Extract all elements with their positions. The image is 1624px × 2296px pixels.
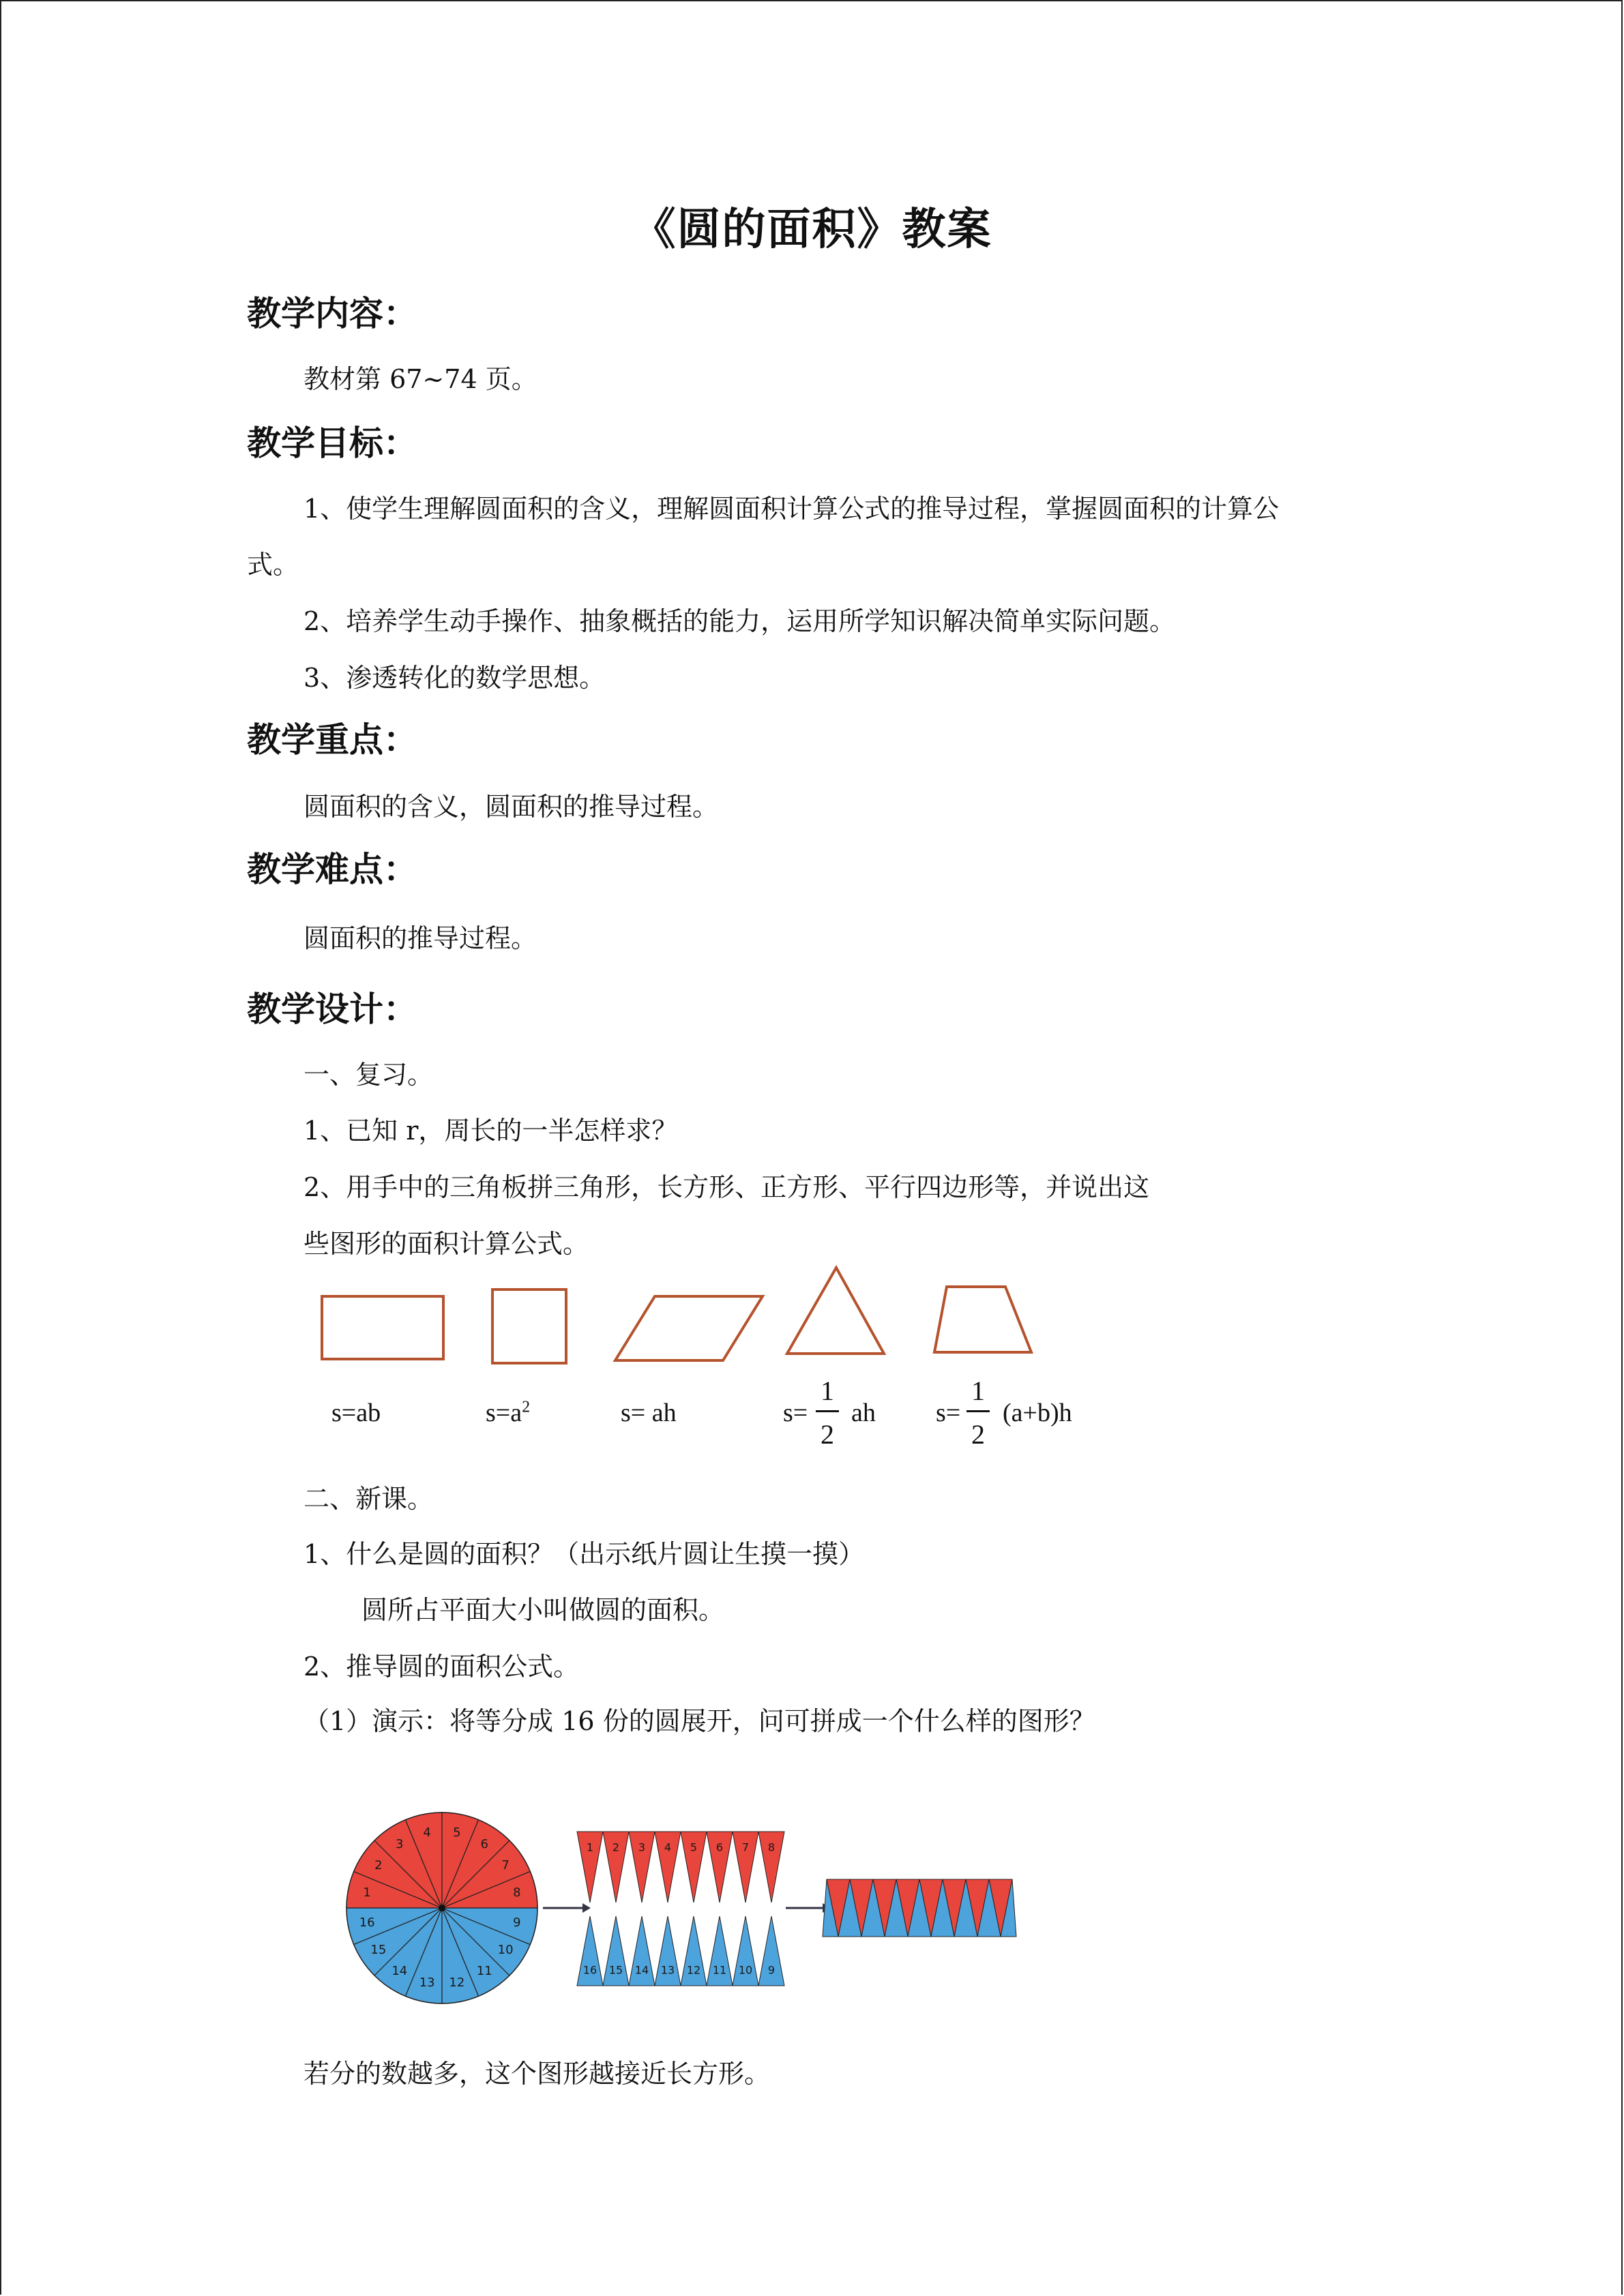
- circle-label-5: 5: [453, 1825, 461, 1840]
- circle-label-10: 10: [497, 1943, 514, 1958]
- circle-label-13: 13: [419, 1975, 435, 1990]
- page-title: 《圆的面积》教案: [632, 205, 992, 255]
- new-lesson-item-1-answer: 圆所占平面大小叫做圆的面积。: [361, 1595, 725, 1625]
- formula-triangle-numerator: 1: [821, 1375, 834, 1406]
- goal-2: 2、培养学生动手操作、抽象概括的能力，运用所学知识解决简单实际问题。: [304, 606, 1176, 636]
- circle-label-16: 16: [359, 1915, 375, 1930]
- triangle-shape: [787, 1268, 884, 1354]
- shapes-svg: [300, 1258, 1119, 1381]
- formula-square-exponent: 2: [522, 1398, 531, 1416]
- goal-1-line-2: 式。: [247, 550, 299, 580]
- unrolled-bottom-label-10: 10: [738, 1963, 753, 1977]
- review-heading: 一、复习。: [304, 1060, 434, 1090]
- circle-label-4: 4: [423, 1825, 431, 1840]
- area-shapes-figure: [300, 1258, 1119, 1449]
- formula-trapezoid-suffix: (a+b)h: [1003, 1399, 1072, 1427]
- heading-teaching-goals: 教学目标：: [247, 423, 417, 463]
- circle-label-15: 15: [370, 1943, 387, 1958]
- review-item-2-line-2: 些图形的面积计算公式。: [304, 1229, 589, 1259]
- circle-label-3: 3: [396, 1836, 404, 1851]
- circle-decomposition-figure: [341, 1800, 1064, 2005]
- unrolled-top-label-3: 3: [638, 1840, 646, 1854]
- unrolled-bottom-label-15: 15: [608, 1963, 623, 1977]
- new-lesson-item-2: 2、推导圆的面积公式。: [304, 1652, 580, 1682]
- new-lesson-item-1: 1、什么是圆的面积？（出示纸片圆让生摸一摸）: [304, 1539, 865, 1569]
- heading-teaching-design: 教学设计：: [247, 989, 417, 1029]
- circle-label-14: 14: [392, 1964, 408, 1979]
- formula-rectangle: s=ab: [331, 1399, 381, 1427]
- demo-text: （1）演示：将等分成 16 份的圆展开，问可拼成一个什么样的图形？: [304, 1706, 1095, 1736]
- formula-triangle-fraction-bar: [816, 1410, 839, 1412]
- unrolled-bottom-label-12: 12: [686, 1963, 701, 1977]
- difficulties-text: 圆面积的推导过程。: [304, 923, 537, 953]
- teaching-content-text: 教材第 67~74 页。: [304, 364, 537, 394]
- circle-center-dot: [439, 1905, 445, 1911]
- conclusion-text: 若分的数越多，这个图形越接近长方形。: [304, 2059, 771, 2089]
- circle-label-1: 1: [363, 1885, 371, 1900]
- circle-label-7: 7: [501, 1858, 510, 1873]
- unrolled-top-label-6: 6: [715, 1840, 724, 1854]
- unrolled-top-label-8: 8: [767, 1840, 776, 1854]
- trapezoid-shape: [934, 1287, 1031, 1352]
- review-item-2-line-1: 2、用手中的三角板拼三角形，长方形、正方形、平行四边形等，并说出这: [304, 1172, 1150, 1202]
- circle-label-8: 8: [513, 1885, 521, 1900]
- circle-label-6: 6: [480, 1836, 488, 1851]
- formula-triangle-denominator: 2: [821, 1419, 834, 1450]
- unrolled-bottom-label-9: 9: [767, 1963, 776, 1977]
- heading-key-points: 教学重点：: [247, 720, 417, 760]
- circle-label-2: 2: [374, 1858, 383, 1873]
- new-lesson-heading: 二、新课。: [304, 1484, 434, 1514]
- square-shape: [492, 1289, 566, 1363]
- circle-label-11: 11: [476, 1964, 492, 1979]
- circle-label-9: 9: [513, 1915, 521, 1930]
- goal-1-line-1: 1、使学生理解圆面积的含义，理解圆面积计算公式的推导过程，掌握圆面积的计算公: [304, 494, 1280, 524]
- unrolled-bottom-label-16: 16: [582, 1963, 597, 1977]
- formula-trapezoid-prefix: s=: [936, 1399, 961, 1427]
- unrolled-bottom-label-11: 11: [712, 1963, 727, 1977]
- unrolled-bottom-label-14: 14: [634, 1963, 649, 1977]
- heading-teaching-content: 教学内容：: [247, 294, 417, 333]
- formula-triangle-suffix: ah: [851, 1399, 876, 1427]
- unrolled-top-label-2: 2: [612, 1840, 620, 1854]
- unrolled-top-label-4: 4: [664, 1840, 672, 1854]
- goal-3: 3、渗透转化的数学思想。: [304, 663, 606, 693]
- arrow-1-head: [582, 1903, 591, 1913]
- formula-trapezoid-numerator: 1: [971, 1375, 985, 1406]
- parallelogram-shape: [615, 1296, 763, 1360]
- formula-square: [486, 1398, 530, 1428]
- unrolled-top-label-5: 5: [690, 1840, 698, 1854]
- circle-decomposition-svg: [341, 1800, 1064, 2005]
- formula-trapezoid-fraction-bar: [966, 1410, 990, 1412]
- formula-triangle-prefix: s=: [783, 1399, 808, 1427]
- unrolled-top-label-1: 1: [586, 1840, 594, 1854]
- formula-parallelogram: s= ah: [621, 1399, 677, 1427]
- review-item-1: 1、已知 r，周长的一半怎样求？: [304, 1116, 678, 1146]
- unrolled-top-label-7: 7: [741, 1840, 750, 1854]
- rectangle-shape: [322, 1296, 443, 1359]
- unrolled-bottom-label-13: 13: [660, 1963, 675, 1977]
- formula-square-base: s=a: [486, 1399, 522, 1427]
- key-points-text: 圆面积的含义，圆面积的推导过程。: [304, 792, 719, 822]
- heading-difficulties: 教学难点：: [247, 850, 417, 889]
- formula-trapezoid-denominator: 2: [971, 1419, 985, 1450]
- circle-label-12: 12: [449, 1975, 465, 1990]
